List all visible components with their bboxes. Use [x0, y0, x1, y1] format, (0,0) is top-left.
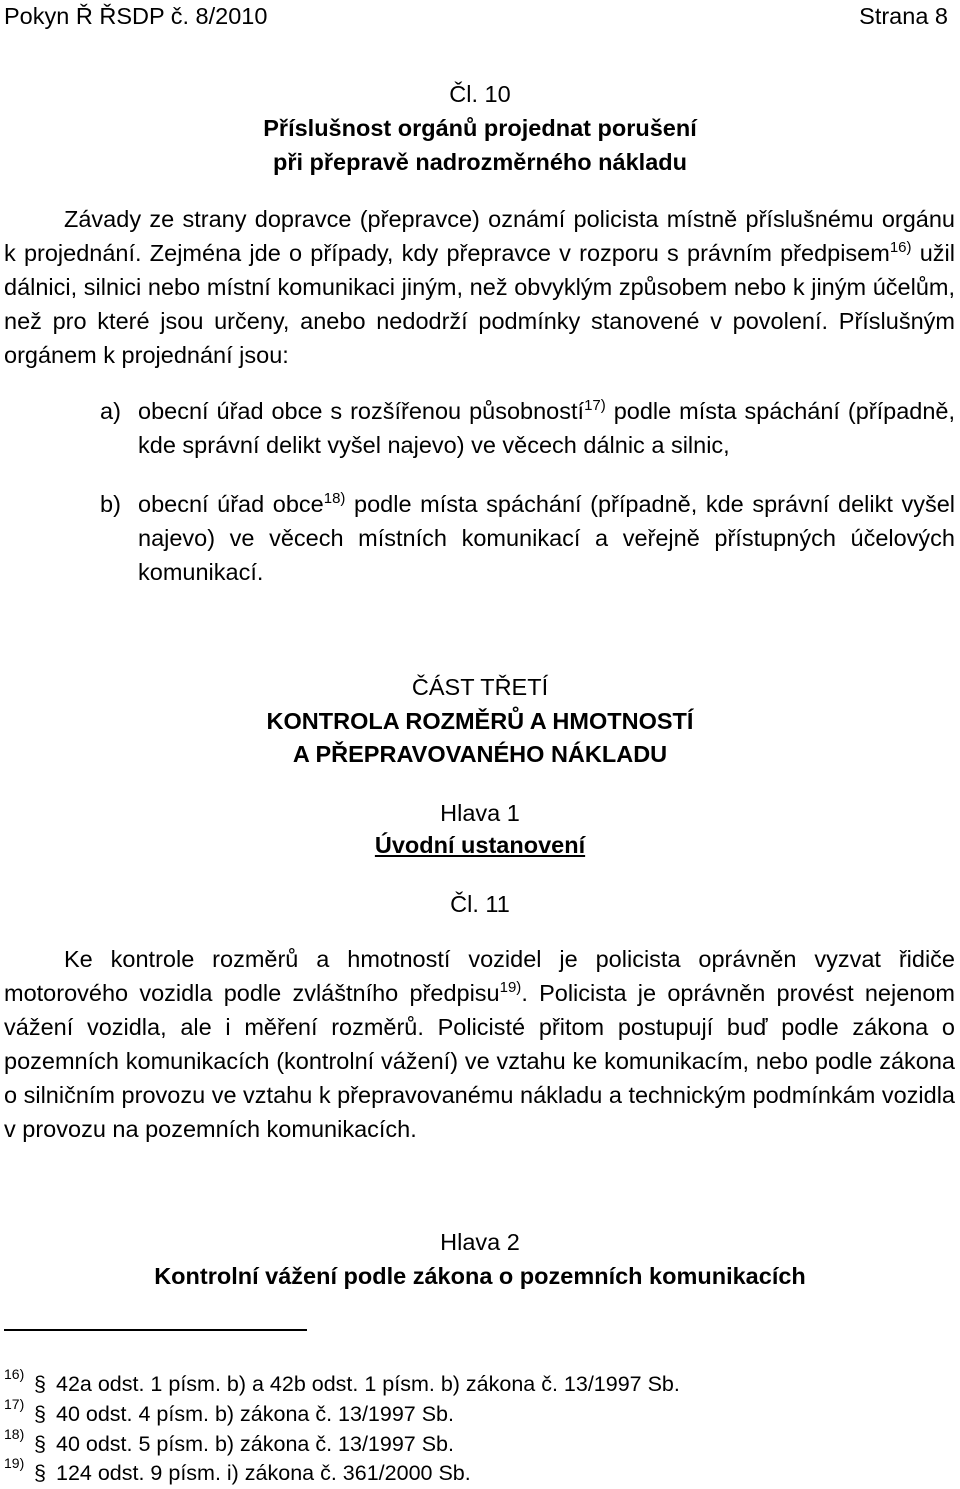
footnote-16-number: 16) — [4, 1366, 25, 1382]
list-marker-b: b) — [100, 491, 121, 517]
article-10-title-line1: Příslušnost orgánů projednat porušení — [263, 115, 697, 141]
footnote-19 — [4, 1455, 954, 1489]
article-11-number: Čl. 11 — [450, 891, 510, 917]
article-10-paragraph-text-1: Závady ze strany dopravce (přepravce) oznámí policista místně příslušnému orgánu k projednání. Zejména jde o případy, kdy přepravce v rozporu s právním předpisem — [4, 206, 955, 266]
footnote-17-number: 17) — [4, 1396, 25, 1412]
footnote-19-text: 124 odst. 9 písm. i) zákona č. 361/2000 Sb. — [56, 1461, 471, 1485]
page-header-document-id: Pokyn Ř ŘSDP č. 8/2010 — [4, 3, 268, 29]
article-10-number: Čl. 10 — [449, 81, 511, 107]
footnote-19-number: 19) — [4, 1455, 25, 1471]
list-item-a — [100, 394, 955, 462]
page-header-page-number: Strana 8 — [859, 3, 948, 29]
list-item-b — [100, 487, 955, 589]
list-marker-a: a) — [100, 398, 121, 424]
footnote-ref-18: 18) — [323, 490, 346, 507]
footnote-18-number: 18) — [4, 1426, 25, 1442]
article-10-paragraph — [4, 202, 955, 372]
article-11-paragraph — [4, 942, 955, 1146]
footnote-ref-16: 16) — [889, 239, 912, 256]
chapter-2-title: Kontrolní vážení podle zákona o pozemních komunikacích — [154, 1263, 806, 1289]
section-sign: § — [34, 1461, 46, 1485]
chapter-1-title: Úvodní ustanovení — [374, 832, 586, 858]
section-sign: § — [34, 1372, 46, 1396]
part-3-title-line2: A PŘEPRAVOVANÉHO NÁKLADU — [292, 741, 668, 767]
chapter-1-label: Hlava 1 — [440, 800, 520, 826]
article-10-paragraph-text-2: užil dálnici, silnici nebo místní komunikaci jiným, než obvyklým způsobem nebo k jiným účelům, než pro které jsou určeny, anebo nedodrží podmínky stanovené v povolení. Příslušným orgánem k projednání jsou: — [4, 240, 955, 368]
article-10-title-line2: při přepravě nadrozměrného nákladu — [273, 149, 687, 175]
list-text-b-part1: obecní úřad obce — [138, 491, 324, 517]
list-text-a-part2: podle místa spáchání (případně, kde správní delikt vyšel najevo) ve věcech dálnic a silnic, — [138, 398, 956, 458]
part-3-label: ČÁST TŘETÍ — [411, 674, 549, 700]
list-text-b-part2: podle místa spáchání (případně, kde správní delikt vyšel najevo) ve věcech místních komunikací a veřejně přístupných účelových komunikací. — [138, 491, 956, 585]
footnote-ref-19: 19) — [499, 979, 522, 996]
section-sign: § — [34, 1432, 46, 1456]
footnote-18 — [4, 1426, 954, 1460]
article-11-paragraph-text-1: Ke kontrole rozměrů a hmotností vozidel je policista oprávněn vyzvat řidiče motorového vozidla podle zvláštního předpisu — [4, 946, 955, 1006]
list-text-b — [138, 487, 955, 589]
footnote-16-text: 42a odst. 1 písm. b) a 42b odst. 1 písm. b) zákona č. 13/1997 Sb. — [56, 1372, 680, 1396]
article-11-paragraph-text-2: . Policista je oprávněn provést nejenom vážení vozidla, ale i měření rozměrů. Policisté přitom postupují buď podle zákona o pozemních komunikacích (kontrolní vážení) ve vztahu ke komunikacím, nebo podle zákona o silničním provozu ve vztahu k přepravovanému nákladu a technickým podmínkám vozidla v provozu na pozemních komunikacích. — [4, 980, 955, 1142]
list-text-a-part1: obecní úřad obce s rozšířenou působností — [138, 398, 585, 424]
footnote-17-text: 40 odst. 4 písm. b) zákona č. 13/1997 Sb. — [56, 1402, 454, 1426]
footnote-18-text: 40 odst. 5 písm. b) zákona č. 13/1997 Sb. — [56, 1432, 454, 1456]
chapter-2-label: Hlava 2 — [440, 1229, 520, 1255]
list-text-a — [138, 394, 955, 462]
part-3-title-line1: KONTROLA ROZMĚRŮ A HMOTNOSTÍ — [266, 708, 694, 734]
footnote-ref-17: 17) — [584, 397, 606, 414]
footnote-separator — [4, 1329, 307, 1331]
footnote-16 — [4, 1366, 954, 1400]
footnote-17 — [4, 1396, 954, 1430]
section-sign: § — [34, 1402, 46, 1426]
